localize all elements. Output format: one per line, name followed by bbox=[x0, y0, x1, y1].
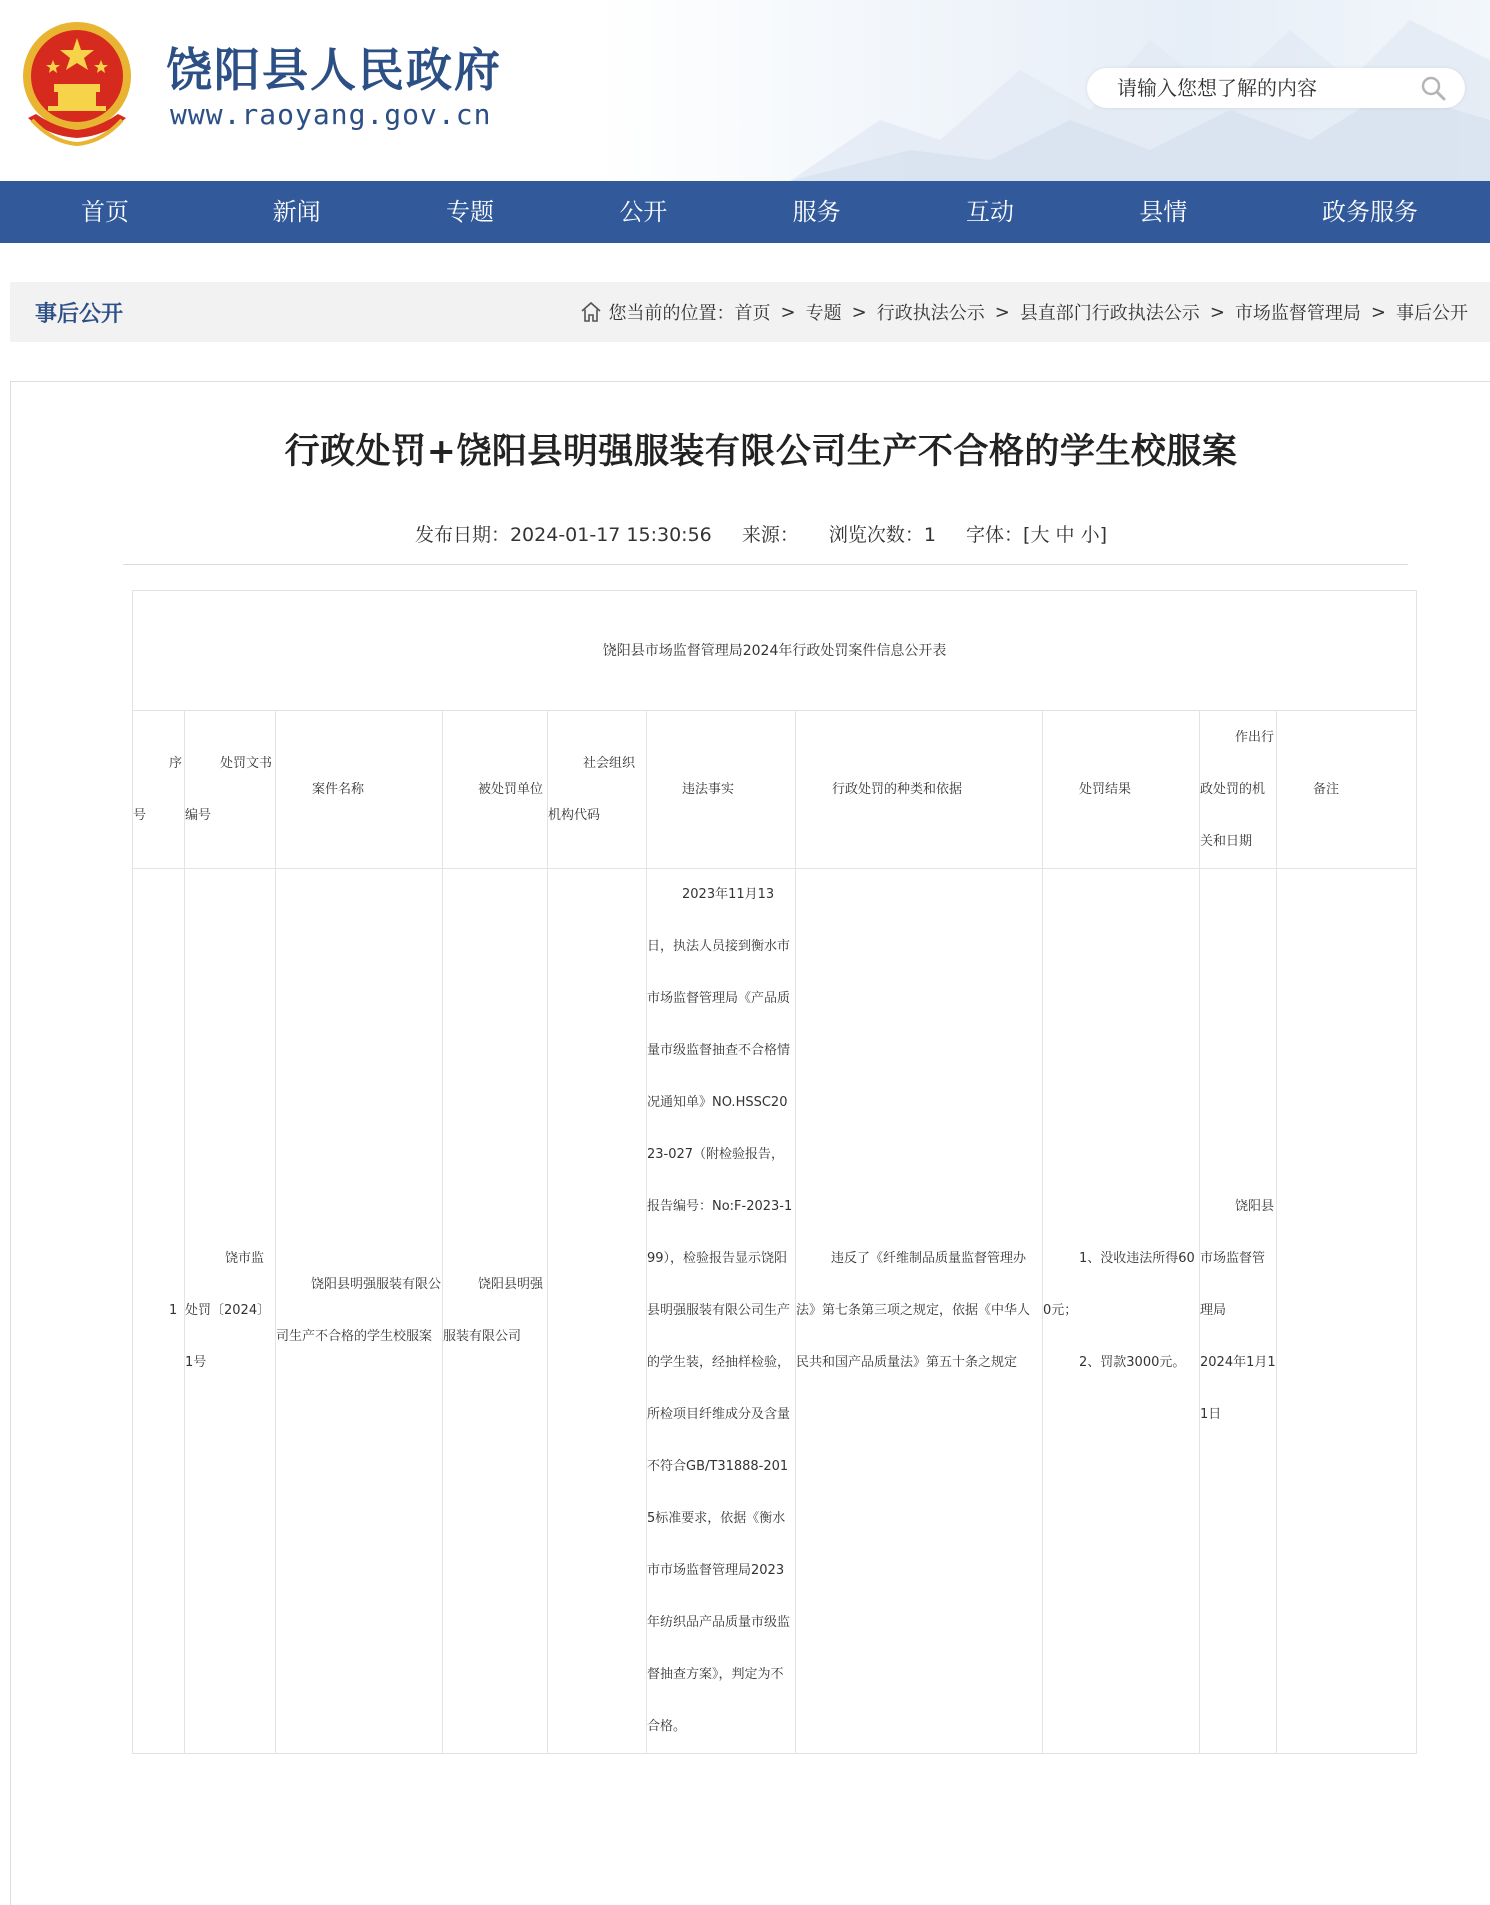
header-doc-no: 处罚文书编号 bbox=[185, 711, 276, 869]
cell-result bbox=[1043, 869, 1200, 1754]
site-title: 饶阳县人民政府 bbox=[166, 43, 502, 97]
publish-date: 2024-01-17 15:30:56 bbox=[509, 524, 712, 546]
table-header-row bbox=[133, 711, 1417, 869]
font-size-control bbox=[966, 524, 1107, 546]
font-large-link[interactable]: 大 bbox=[1030, 524, 1050, 546]
nav-item-gov-services[interactable]: 政务服务 bbox=[1321, 198, 1418, 226]
breadcrumb-departments[interactable]: 县直部门行政执法公示 bbox=[1019, 303, 1200, 324]
result-item-2: 2、罚款3000元。 bbox=[1079, 1355, 1186, 1370]
cell-remark bbox=[1277, 869, 1417, 1754]
header-fact: 违法事实 bbox=[647, 711, 796, 869]
font-small-link[interactable]: 小 bbox=[1080, 524, 1100, 546]
authority-name: 饶阳县市场监督管理局 bbox=[1200, 1199, 1275, 1318]
header-basis: 行政处罚的种类和依据 bbox=[796, 711, 1043, 869]
cell-no: 1 bbox=[133, 869, 185, 1754]
section-title: 事后公开 bbox=[35, 302, 124, 327]
font-medium-link[interactable]: 中 bbox=[1055, 524, 1075, 546]
case-info-table bbox=[132, 590, 1417, 1754]
views-info bbox=[829, 524, 936, 546]
cell-authority bbox=[1200, 869, 1277, 1754]
national-emblem-icon bbox=[18, 18, 136, 146]
publish-label: 发布日期： bbox=[414, 524, 510, 546]
breadcrumb-home[interactable]: 首页 bbox=[734, 303, 771, 324]
header-party: 被处罚单位 bbox=[443, 711, 548, 869]
nav-item-news[interactable]: 新闻 bbox=[272, 198, 321, 226]
cell-doc-no: 饶市监处罚〔2024〕1号 bbox=[185, 869, 276, 1754]
source-info bbox=[742, 524, 799, 546]
nav-item-public[interactable]: 公开 bbox=[619, 198, 668, 226]
header-authority: 作出行政处罚的机关和日期 bbox=[1200, 711, 1277, 869]
breadcrumb-separator: > bbox=[780, 301, 796, 323]
main-nav bbox=[0, 181, 1490, 243]
breadcrumb-market-bureau[interactable]: 市场监督管理局 bbox=[1234, 303, 1361, 324]
header-remark: 备注 bbox=[1277, 711, 1417, 869]
home-icon bbox=[579, 300, 603, 324]
breadcrumb-prefix: 您当前的位置： bbox=[608, 303, 735, 324]
views-count: 1 bbox=[923, 524, 936, 546]
search-icon[interactable] bbox=[1419, 74, 1447, 102]
meta-divider bbox=[123, 564, 1408, 565]
site-header bbox=[0, 0, 1490, 181]
font-bracket-close: ] bbox=[1099, 524, 1108, 546]
header-result: 处罚结果 bbox=[1043, 711, 1200, 869]
breadcrumb-separator: > bbox=[1209, 301, 1225, 323]
header-no: 序号 bbox=[133, 711, 185, 869]
nav-item-interaction[interactable]: 互动 bbox=[965, 198, 1014, 226]
breadcrumb-enforcement[interactable]: 行政执法公示 bbox=[876, 303, 985, 324]
search-input[interactable] bbox=[1117, 73, 1417, 103]
nav-item-home[interactable]: 首页 bbox=[81, 198, 129, 226]
cell-basis: 违反了《纤维制品质量监督管理办法》第七条第三项之规定，依据《中华人民共和国产品质量法》第五十条之规定 bbox=[796, 869, 1043, 1754]
breadcrumb-separator: > bbox=[994, 301, 1010, 323]
cell-org-code bbox=[548, 869, 647, 1754]
breadcrumb-topics[interactable]: 专题 bbox=[805, 303, 842, 324]
header-case-name: 案件名称 bbox=[276, 711, 443, 869]
article-container bbox=[10, 381, 1490, 1905]
table-caption: 饶阳县市场监督管理局2024年行政处罚案件信息公开表 bbox=[133, 591, 1417, 711]
font-bracket-open: [ bbox=[1023, 524, 1031, 546]
article-title: 行政处罚+饶阳县明强服装有限公司生产不合格的学生校服案 bbox=[284, 432, 1238, 472]
nav-item-county-info[interactable]: 县情 bbox=[1139, 198, 1188, 226]
breadcrumb-bar bbox=[10, 282, 1490, 342]
search-box bbox=[1087, 68, 1465, 108]
breadcrumb bbox=[579, 299, 1468, 325]
cell-party: 饶阳县明强服装有限公司 bbox=[443, 869, 548, 1754]
font-label: 字体： bbox=[966, 524, 1024, 546]
nav-item-topics[interactable]: 专题 bbox=[445, 198, 494, 226]
cell-fact: 2023年11月13日，执法人员接到衡水市市场监督管理局《产品质量市级监督抽查不合格情况通知单》NO.HSSC2023-027（附检验报告，报告编号：No:F-2023-199），检验报告显示饶阳县明强服装有限公司生产的学生装，经抽样检验，所检项目纤维成分及含量不符合GB/T31888-2015标准要求，依据《衡水市市场监督管理局2023年纺织品产品质量市级监督抽查方案》，判定为不合格。 bbox=[647, 869, 796, 1754]
nav-item-services[interactable]: 服务 bbox=[792, 198, 841, 226]
article-meta bbox=[11, 520, 1490, 547]
site-url: www.raoyang.gov.cn bbox=[170, 98, 492, 131]
publish-info bbox=[415, 524, 712, 546]
breadcrumb-current[interactable]: 事后公开 bbox=[1396, 303, 1468, 324]
header-org-code: 社会组织机构代码 bbox=[548, 711, 647, 869]
cell-case-name: 饶阳县明强服装有限公司生产不合格的学生校服案 bbox=[276, 869, 443, 1754]
result-item-1: 1、没收违法所得600元； bbox=[1043, 1251, 1195, 1318]
breadcrumb-separator: > bbox=[1370, 301, 1386, 323]
table-row bbox=[133, 869, 1417, 1754]
views-label: 浏览次数： bbox=[828, 524, 924, 546]
source-label: 来源： bbox=[741, 524, 799, 546]
breadcrumb-separator: > bbox=[851, 301, 867, 323]
authority-date: 2024年1月11日 bbox=[1200, 1355, 1276, 1422]
